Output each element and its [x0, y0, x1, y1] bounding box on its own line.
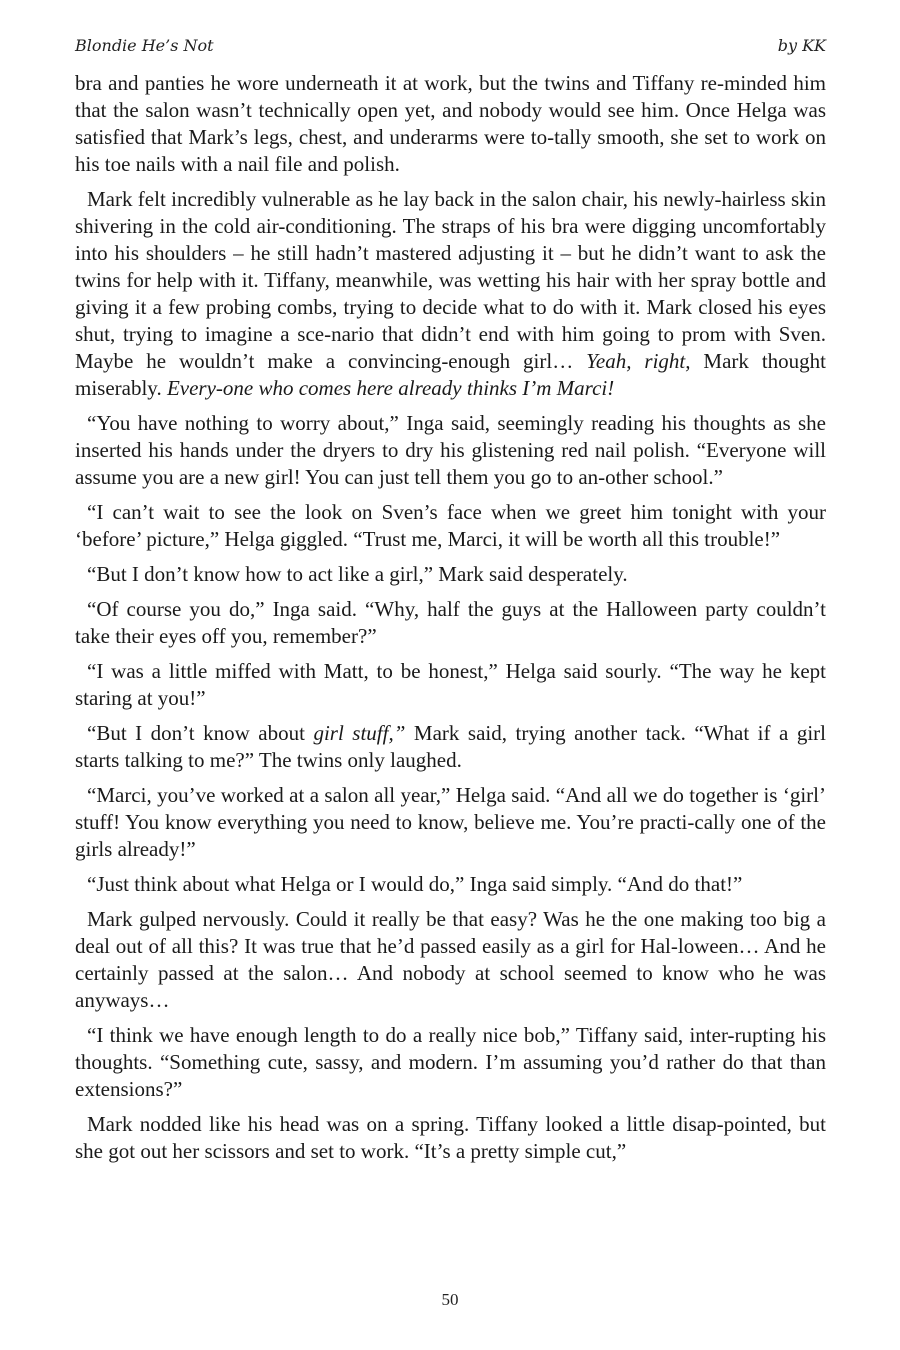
- text-run: “I was a little miffed with Matt, to be honest,” Helga said sourly. “The way he kept staring at you!”: [75, 659, 826, 710]
- page-number: 50: [441, 1290, 459, 1309]
- text-run: “Of course you do,” Inga said. “Why, half the guys at the Halloween party couldn’t take their eyes off you, remember?”: [75, 597, 826, 648]
- italic-text: Every-one who comes here already thinks I’m Marci!: [166, 376, 615, 400]
- paragraph: [75, 410, 826, 491]
- text-run: “I think we have enough length to do a really nice bob,” Tiffany said, inter-rupting his thoughts. “Something cute, sassy, and modern. I’m assuming you’d rather do that than extensions?”: [75, 1023, 826, 1101]
- italic-text: girl stuff,”: [313, 721, 406, 745]
- paragraph: [75, 906, 826, 1014]
- paragraph: [75, 499, 826, 553]
- text-run: “Just think about what Helga or I would do,” Inga said simply. “And do that!”: [87, 872, 743, 896]
- text-run: “I can’t wait to see the look on Sven’s face when we greet him tonight with your ‘before’ picture,” Helga giggled. “Trust me, Marci, it will be worth all this trouble!”: [75, 500, 826, 551]
- paragraph: [75, 871, 826, 898]
- text-run: Mark nodded like his head was on a spring. Tiffany looked a little disap-pointed, but she got out her scissors and set to work. “It’s a pretty simple cut,”: [75, 1112, 826, 1163]
- text-run: Mark said, trying another tack. “What if a girl starts talking to me?” The twins only laughed.: [75, 721, 826, 772]
- running-header: [75, 36, 826, 58]
- paragraph: [75, 720, 826, 774]
- book-title: Blondie He’s Not: [75, 36, 214, 55]
- text-run: Mark felt incredibly vulnerable as he lay back in the salon chair, his newly-hairless skin shivering in the cold air-conditioning. The straps of his bra were digging uncomfortably into his shoulders – he still hadn’t mastered adjusting it – but he didn’t want to ask the twins for help with it. Tiffany, meanwhile, was wetting his hair with her spray bottle and giving it a few probing combs, trying to decide what to do with it. Mark closed his eyes shut, trying to imagine a sce-nario that didn’t end with him going to prom with Sven. Maybe he wouldn’t make a convincing-enough girl…: [75, 187, 826, 373]
- paragraph: [75, 658, 826, 712]
- text-run: bra and panties he wore underneath it at work, but the twins and Tiffany re-minded him that the salon wasn’t technically open yet, and nobody would see him. Once Helga was satisfied that Mark’s legs, chest, and underarms were to-tally smooth, she set to work on his toe nails with a nail file and polish.: [75, 71, 826, 176]
- text-run: “Marci, you’ve worked at a salon all year,” Helga said. “And all we do together is ‘girl’ stuff! You know everything you need to know, believe me. You’re practi-cally one of the girls already!”: [75, 783, 826, 861]
- paragraph: [75, 1111, 826, 1165]
- text-run: Mark gulped nervously. Could it really be that easy? Was he the one making too big a deal out of all this? It was true that he’d passed easily as a girl for Hal-loween… And he certainly passed at the salon… And nobody at school seemed to know who he was anyways…: [75, 907, 826, 1012]
- paragraph: [75, 561, 826, 588]
- author-name: by KK: [777, 36, 826, 55]
- paragraph: [75, 186, 826, 402]
- text-run: “But I don’t know how to act like a girl,” Mark said desperately.: [87, 562, 628, 586]
- paragraph: [75, 782, 826, 863]
- text-run: “But I don’t know about: [87, 721, 314, 745]
- paragraph: [75, 70, 826, 178]
- text-run: “You have nothing to worry about,” Inga said, seemingly reading his thoughts as she inserted his hands under the dryers to dry his glistening red nail polish. “Everyone will assume you are a new girl! You can just tell them you go to an-other school.”: [75, 411, 826, 489]
- body-text: [75, 70, 826, 1173]
- text-run: Mark thought miserably.: [75, 349, 827, 400]
- italic-text: Yeah, right,: [586, 349, 691, 373]
- paragraph: [75, 596, 826, 650]
- paragraph: [75, 1022, 826, 1103]
